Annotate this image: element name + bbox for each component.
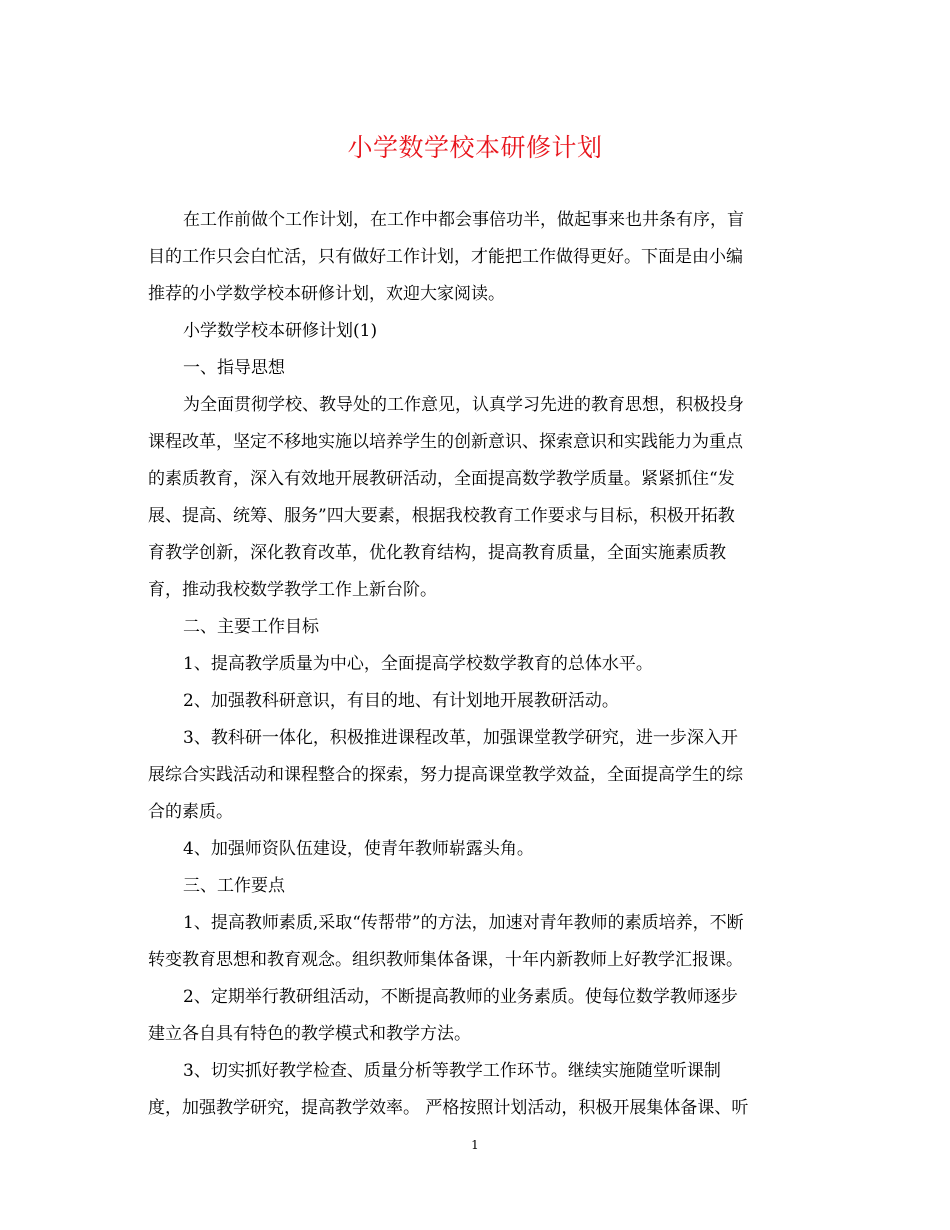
section-heading: 三、工作要点	[183, 876, 285, 896]
list-item: 1、提高教学质量为中心，全面提高学校数学教育的总体水平。	[183, 654, 653, 674]
section-heading: 二、主要工作目标	[183, 617, 319, 637]
section-heading: 小学数学校本研修计划(1)	[183, 321, 378, 341]
document-title: 小学数学校本研修计划	[347, 133, 603, 162]
paragraph-line: 推荐的小学数学校本研修计划，欢迎大家阅读。	[148, 284, 505, 304]
list-item: 3、切实抓好教学检查、质量分析等教学工作环节。继续实施随堂听课制	[183, 1061, 721, 1081]
page-number: 1	[471, 1138, 479, 1152]
paragraph-line: 度，加强教学研究，提高教学效率。 严格按照计划活动，积极开展集体备课、听	[148, 1098, 749, 1118]
list-item: 4、加强师资队伍建设，使青年教师崭露头角。	[183, 839, 534, 859]
list-item: 1、提高教师素质,采取“传帮带”的方法，加速对青年教师的素质培养，不断	[183, 913, 744, 933]
paragraph-line: 在工作前做个工作计划，在工作中都会事倍功半，做起事来也井条有序，盲	[183, 210, 744, 230]
paragraph-line: 合的素质。	[148, 802, 233, 822]
paragraph-line: 建立各自具有特色的教学模式和教学方法。	[148, 1024, 471, 1044]
section-heading: 一、指导思想	[183, 358, 285, 378]
list-item: 2、定期举行教研组活动，不断提高教师的业务素质。使每位数学教师逐步	[183, 987, 738, 1007]
paragraph-line: 为全面贯彻学校、教导处的工作意见，认真学习先进的教育思想，积极投身	[183, 395, 744, 415]
list-item: 2、加强教科研意识，有目的地、有计划地开展教研活动。	[183, 691, 619, 711]
paragraph-line: 展、提高、统筹、服务”四大要素，根据我校教育工作要求与目标，积极开拓教	[148, 506, 735, 526]
paragraph-line: 展综合实践活动和课程整合的探索，努力提高课堂教学效益，全面提高学生的综	[148, 765, 743, 785]
paragraph-line: 的素质教育，深入有效地开展教研活动，全面提高数学教学质量。紧紧抓住“发	[148, 469, 735, 489]
paragraph-line: 育，推动我校数学教学工作上新台阶。	[148, 580, 437, 600]
list-item: 3、教科研一体化，积极推进课程改革，加强课堂教学研究，进一步深入开	[183, 728, 738, 748]
paragraph-line: 目的工作只会白忙活，只有做好工作计划，才能把工作做得更好。下面是由小编	[148, 247, 743, 267]
paragraph-line: 育教学创新，深化教育改革，优化教育结构，提高教育质量，全面实施素质教	[148, 543, 726, 563]
paragraph-line: 课程改革，坚定不移地实施以培养学生的创新意识、探索意识和实践能力为重点	[148, 432, 743, 452]
paragraph-line: 转变教育思想和教育观念。组织教师集体备课，十年内新教师上好教学汇报课。	[148, 950, 743, 970]
